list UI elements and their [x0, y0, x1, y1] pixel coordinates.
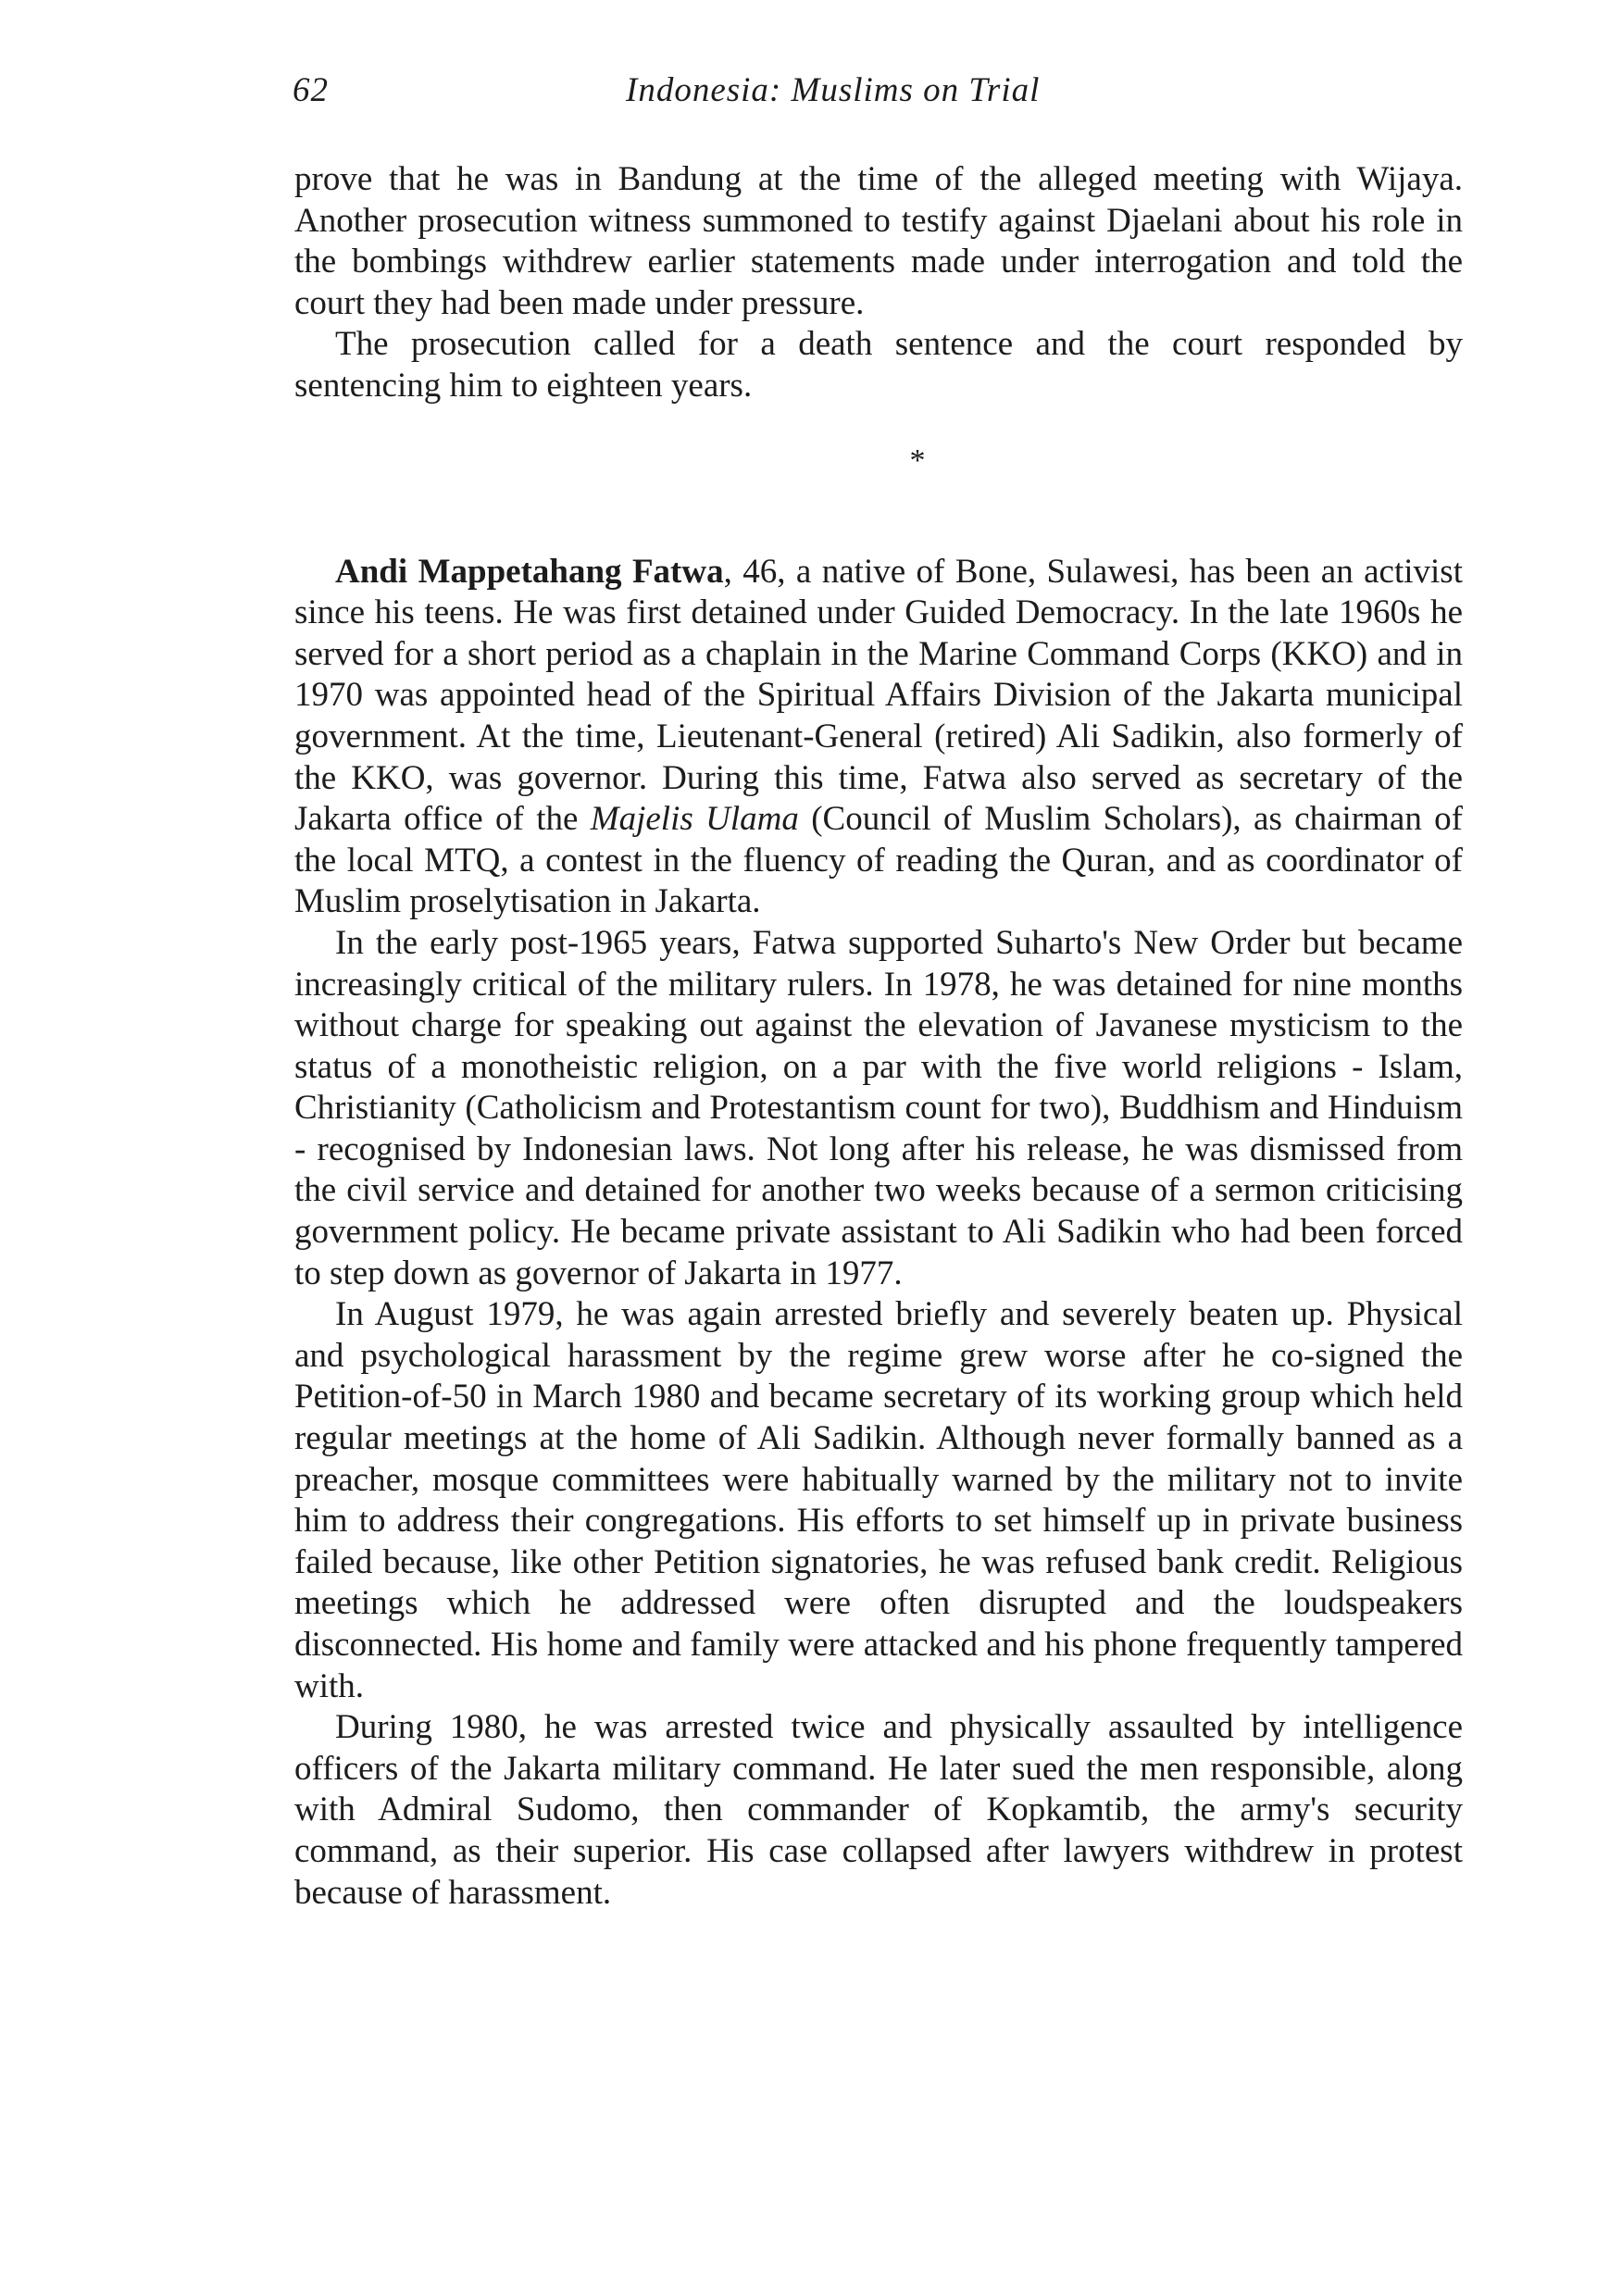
paragraph-continuation: prove that he was in Bandung at the time of the alleged meeting with Wijaya. Another prosecution witness summoned to testify against Djaelani about his role in the bombings withdrew earlier statements made under interrogation and told the court they had been made under pressure. [294, 160, 1463, 322]
paragraph-biography-text-a: , 46, a native of Bone, Sulawesi, has been an activist since his teens. He was first detained under Guided Democracy. In the late 1960s he served for a short period as a chaplain in the Marine Command Corps (KKO) and in 1970 was appointed head of the Spiritual Affairs Division of the Jakarta municipal government. At the time, Lieutenant-General (retired) Ali Sadikin, also formerly of the KKO, was governor. During this time, Fatwa also served as secretary of the Jakarta office of the [294, 552, 1463, 839]
paragraph-arrests: During 1980, he was arrested twice and physically assaulted by intelligence officers of the Jakarta military command. He later sued the men responsible, along with Admiral Sudomo, then commander of Kopkamtib, the army's security command, as their superior. His case collapsed after lawyers withdrew in protest because of harassment. [294, 1708, 1463, 1912]
page-header [293, 70, 1459, 126]
paragraph-biography [294, 552, 1463, 923]
running-title: Indonesia: Muslims on Trial [626, 71, 1041, 109]
page-number: 62 [293, 71, 329, 109]
paragraph-biography-text-b: (Council of Muslim Scholars), as chairman of the local MTQ, a contest in the fluency of reading the Quran, and as coordinator of Muslim proselytisation in Jakarta. [294, 800, 1464, 921]
paragraph-sentence: The prosecution called for a death sentence and the court responded by sentencing him to eighteen years. [294, 325, 1463, 405]
organization-name: Majelis Ulama [590, 800, 799, 839]
paragraph-harassment: In August 1979, he was again arrested briefly and severely beaten up. Physical and psychological harassment by the regime grew worse after he co-signed the Petition-of-50 in March 1980 and became secretary of its working group which held regular meetings at the home of Ali Sadikin. Although never formally banned as a preacher, mosque committees were habitually warned by the military not to invite him to address their congregations. His efforts to set himself up in private business failed because, like other Petition signatories, he was refused bank credit. Religious meetings which he addressed were often disrupted and the loudspeakers disconnected. His home and family were attacked and his phone frequently tampered with. [294, 1295, 1463, 1705]
person-name: Andi Mappetahang Fatwa [335, 552, 724, 591]
paragraph-new-order: In the early post-1965 years, Fatwa supported Suharto's New Order but became increasingly critical of the military rulers. In 1978, he was detained for nine months without charge for speaking out against the elevation of Javanese mysticism to the status of a monotheistic religion, on a par with the five world religions - Islam, Christianity (Catholicism and Protestantism count for two), Buddhism and Hinduism - recognised by Indonesian laws. Not long after his release, he was dismissed from the civil service and detained for another two weeks because of a sermon criticising government policy. He became private assistant to Ali Sadikin who had been forced to step down as governor of Jakarta in 1977. [294, 923, 1463, 1292]
body-text [294, 159, 1463, 1914]
section-separator: * [909, 443, 926, 478]
